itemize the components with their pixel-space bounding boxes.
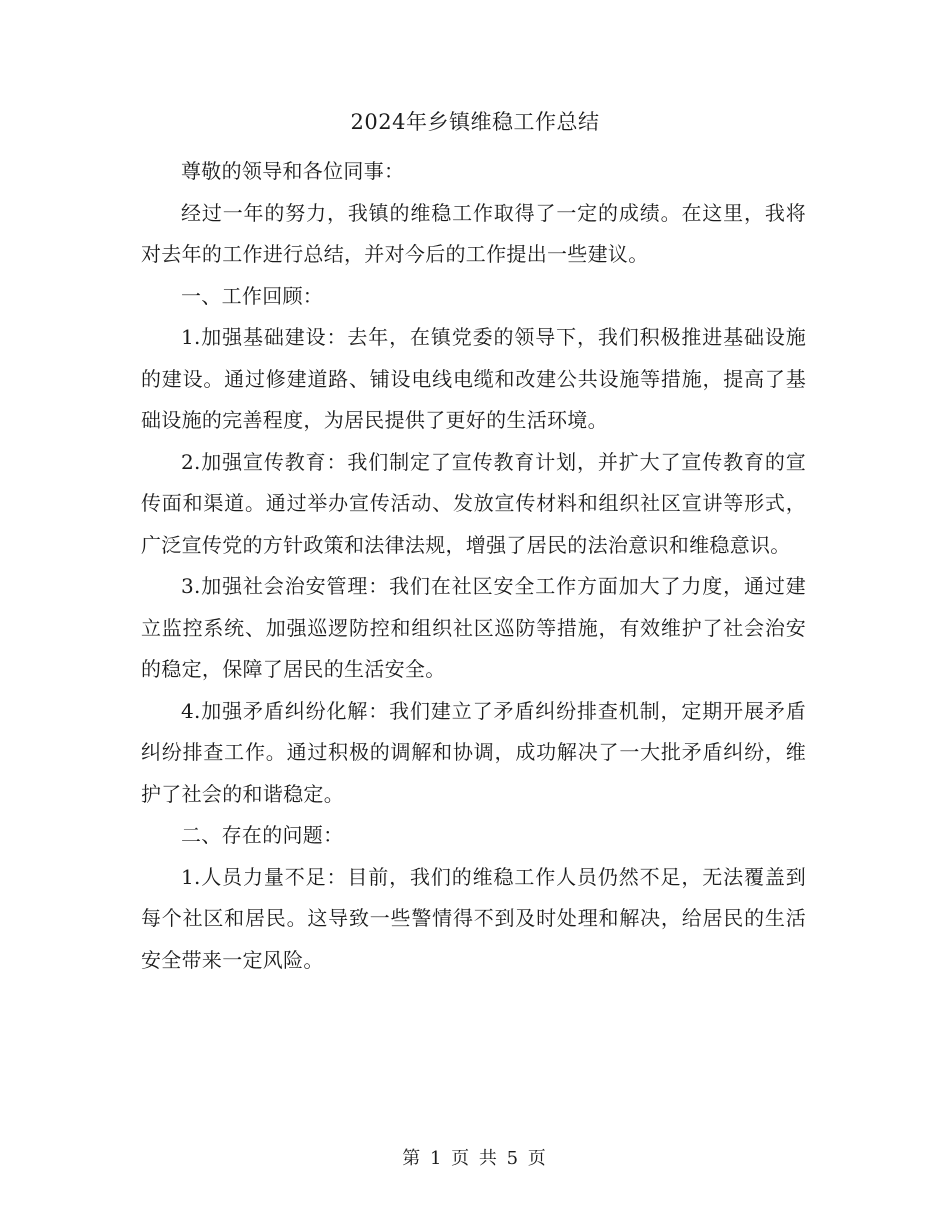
section-heading-review: 一、工作回顾： xyxy=(181,283,324,308)
document-title: 2024年乡镇维稳工作总结 xyxy=(350,110,600,134)
review-item-3: 3.加强社会治安管理：我们在社区安全工作方面加大了力度，通过建立监控系统、加强巡逻防控和组织社区巡防等措施，有效维护了社会治安的稳定，保障了居民的生活安全。 xyxy=(141,574,806,681)
intro-paragraph: 经过一年的努力，我镇的维稳工作取得了一定的成绩。在这里，我将对去年的工作进行总结，并对今后的工作提出一些建议。 xyxy=(141,200,806,266)
salutation-paragraph: 尊敬的领导和各位同事： xyxy=(181,159,405,183)
page-number-footer: 第 1 页 共 5 页 xyxy=(402,1148,548,1169)
review-item-1: 1.加强基础建设：去年，在镇党委的领导下，我们积极推进基础设施的建设。通过修建道路、铺设电线电缆和改建公共设施等措施，提高了基础设施的完善程度，为居民提供了更好的生活环境。 xyxy=(141,325,806,432)
review-item-4: 4.加强矛盾纠纷化解：我们建立了矛盾纠纷排查机制，定期开展矛盾纠纷排查工作。通过积极的调解和协调，成功解决了一大批矛盾纠纷，维护了社会的和谐稳定。 xyxy=(141,698,806,806)
section-heading-problems: 二、存在的问题： xyxy=(181,823,344,847)
problem-item-1: 1.人员力量不足：目前，我们的维稳工作人员仍然不足，无法覆盖到每个社区和居民。这导致一些警情得不到及时处理和解决，给居民的生活安全带来一定风险。 xyxy=(141,864,806,972)
review-item-2: 2.加强宣传教育：我们制定了宣传教育计划，并扩大了宣传教育的宣传面和渠道。通过举办宣传活动、发放宣传材料和组织社区宣讲等形式，广泛宣传党的方针政策和法律法规，增强了居民的法治意识和维稳意识。 xyxy=(141,449,806,557)
document-body xyxy=(141,151,806,981)
